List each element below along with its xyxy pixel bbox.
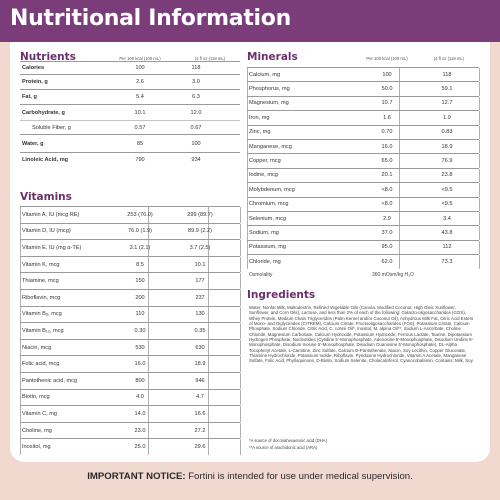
row-value-per-100kcal: 100 (135, 65, 145, 71)
row-label: Soluble Fiber, g (32, 124, 71, 131)
column-divider (247, 212, 248, 225)
column-divider (20, 423, 21, 439)
nutrients-col2-header: (4 fl oz (118 mL) (194, 56, 226, 61)
row-value-per-4floz: 118 (442, 71, 452, 78)
row-label: Vitamin K, mcg (22, 261, 60, 268)
notice-label: IMPORTANT NOTICE: (87, 471, 186, 482)
row-value-per-4floz: 12.0 (190, 109, 202, 116)
column-divider (20, 356, 21, 372)
column-divider (479, 68, 480, 81)
column-divider (240, 307, 241, 323)
row-value-per-4floz: 1.9 (443, 114, 451, 121)
column-divider (479, 183, 480, 196)
row-value-per-4floz: 89.9 (2.2) (188, 228, 212, 235)
row-value-per-100kcal: 790 (135, 156, 145, 163)
row-value-per-100kcal: 2.9 (383, 215, 391, 222)
row-value-per-100kcal: 23.0 (134, 427, 146, 434)
row-label: Chloride, mg (249, 258, 281, 265)
table-row (20, 389, 240, 406)
column-divider (247, 82, 248, 95)
table-row (20, 306, 240, 323)
row-value-per-100kcal: 800 (135, 377, 145, 384)
table-row (20, 272, 240, 289)
column-divider (240, 390, 241, 406)
column-divider (20, 273, 21, 289)
column-divider (247, 97, 248, 110)
row-value-per-100kcal: 8.5 (136, 261, 144, 268)
table-row (247, 254, 479, 268)
column-divider (240, 356, 241, 372)
column-divider (479, 97, 480, 110)
table-row (20, 239, 240, 256)
footnote-dha: *A source of docosahexaenoic acid (DHA) (249, 438, 327, 443)
row-value-per-100kcal: 5.4 (136, 94, 144, 100)
column-divider (247, 154, 248, 167)
row-value-per-4floz: <9.5 (441, 186, 453, 193)
column-divider (20, 257, 21, 273)
row-label: Magnesium, mg (249, 100, 289, 107)
column-divider (240, 207, 241, 223)
row-label: Riboflavin, mcg (22, 294, 61, 301)
row-value-per-100kcal: 25.0 (134, 444, 146, 451)
row-value-per-4floz: 27.2 (194, 427, 206, 434)
page-title: Nutritional Information (10, 6, 291, 31)
column-divider (479, 169, 480, 182)
table-row (247, 240, 479, 254)
column-divider (240, 406, 241, 422)
column-divider (20, 323, 21, 339)
row-value-per-100kcal: 50.0 (381, 86, 393, 93)
column-divider (247, 169, 248, 182)
column-divider (479, 111, 480, 124)
column-divider (247, 198, 248, 211)
column-divider (247, 140, 248, 153)
row-value-per-4floz: 18.9 (194, 361, 206, 368)
table-row (247, 182, 479, 196)
row-value-per-100kcal: 0.70 (381, 129, 393, 136)
row-value-per-100kcal: 200 (135, 294, 145, 301)
row-value-per-100kcal: 150 (135, 278, 145, 285)
table-row (20, 74, 240, 89)
row-value-per-4floz: 946 (195, 377, 205, 384)
table-row (20, 206, 240, 223)
table-row (20, 61, 240, 74)
column-divider (247, 241, 248, 254)
column-divider (479, 82, 480, 95)
column-divider (240, 290, 241, 306)
table-row (20, 134, 240, 152)
right-column (247, 42, 479, 462)
row-value-per-4floz: 29.6 (194, 444, 206, 451)
row-label: Carbohydrate, g (22, 109, 65, 116)
row-value-per-100kcal: 62.0 (381, 258, 393, 265)
row-value-per-100kcal: 16.0 (134, 361, 146, 368)
row-value-per-100kcal: 10.7 (381, 100, 393, 107)
column-divider (240, 439, 241, 455)
row-label: Vitamin A, IU (mcg RE) (22, 211, 80, 218)
row-value-per-4floz: 6.3 (192, 94, 200, 100)
column-divider (479, 154, 480, 167)
table-row (20, 405, 240, 422)
row-value-per-100kcal: 4.0 (136, 394, 144, 401)
table-row (20, 322, 240, 339)
row-label: Iron, mg (249, 114, 270, 121)
header-bar (0, 0, 500, 42)
row-label: Niacin, mcg (22, 344, 52, 351)
table-row (20, 104, 240, 120)
nutrients-col1-header: Per 100 kcal (100 mL) (119, 56, 161, 61)
table-row (247, 225, 479, 239)
column-divider (479, 212, 480, 225)
column-divider (20, 439, 21, 455)
row-value-per-4floz: 16.6 (194, 410, 206, 417)
column-divider (20, 240, 21, 256)
row-value-per-4floz: 4.7 (196, 394, 204, 401)
row-value-per-4floz: 0.83 (441, 129, 453, 136)
footnote-ara: **A source of arachidonic acid (ARA) (249, 445, 318, 450)
minerals-col2-header: (4 fl oz (118 mL) (433, 56, 465, 61)
row-value-per-100kcal: 85 (136, 140, 144, 147)
row-value-per-100kcal: 20.1 (381, 172, 393, 179)
table-row (247, 197, 479, 211)
row-label: Vitamin D, IU (mcg) (22, 228, 71, 235)
column-divider (240, 273, 241, 289)
row-label: Vitamin C, mg (22, 410, 58, 417)
row-label: Choline, mg (22, 427, 52, 434)
row-label: Folic acid, mcg (22, 361, 60, 368)
nutrients-title: Nutrients (20, 51, 76, 63)
column-divider (240, 323, 241, 339)
row-label: Iodine, mcg (249, 172, 278, 179)
osmolality-row (249, 272, 479, 278)
column-divider (240, 340, 241, 356)
table-row (247, 211, 479, 225)
column-divider (247, 111, 248, 124)
row-label: Biotin, mcg (22, 394, 50, 401)
notice-text: Fortini is intended for use under medical supervision. (188, 471, 413, 482)
table-row (247, 96, 479, 110)
row-value-per-100kcal: 0.57 (134, 124, 146, 131)
row-label: Zinc, mg (249, 129, 271, 136)
row-value-per-4floz: 0.35 (194, 327, 206, 334)
row-label: Vitamin B₆, mcg (22, 311, 62, 318)
table-row (20, 120, 240, 134)
nutrition-panel (10, 42, 490, 462)
column-divider (479, 255, 480, 268)
row-label: Water, g (22, 140, 44, 147)
column-divider (20, 207, 21, 223)
row-value-per-4floz: 3.4 (443, 215, 451, 222)
row-value-per-4floz: 934 (191, 156, 201, 163)
table-row (20, 223, 240, 240)
row-value-per-4floz: 76.9 (441, 158, 453, 165)
row-value-per-4floz: 100 (191, 140, 201, 147)
table-row (20, 422, 240, 439)
row-value-per-100kcal: 110 (135, 311, 145, 318)
row-value-per-100kcal: 76.0 (1.9) (128, 228, 152, 235)
column-divider (479, 241, 480, 254)
row-label: Potassium, mg (249, 244, 286, 251)
table-row (247, 125, 479, 139)
column-divider (240, 224, 241, 240)
vitamins-title: Vitamins (20, 191, 72, 203)
row-value-per-4floz: 43.8 (441, 230, 453, 237)
row-value-per-100kcal: 65.0 (381, 158, 393, 165)
row-value-per-100kcal: 253 (76.0) (127, 211, 153, 218)
row-value-per-4floz: 118 (191, 65, 201, 71)
column-divider (247, 68, 248, 81)
table-row (20, 372, 240, 389)
minerals-col1-header: Per 100 kcal (100 mL) (366, 56, 408, 61)
row-value-per-4floz: 23.8 (441, 172, 453, 179)
row-label: Vitamin E, IU (mg α-TE) (22, 244, 82, 251)
table-row (247, 153, 479, 167)
row-label: Inositol, mg (22, 444, 51, 451)
row-value-per-100kcal: 2.6 (136, 79, 144, 85)
row-value-per-4floz: 59.1 (441, 86, 453, 93)
table-row (20, 256, 240, 273)
column-divider (20, 290, 21, 306)
column-divider (247, 183, 248, 196)
column-divider (247, 255, 248, 268)
row-value-per-100kcal: 95.0 (381, 244, 393, 251)
table-row (20, 339, 240, 356)
row-value-per-4floz: 299 (89.7) (187, 211, 213, 218)
column-divider (240, 373, 241, 389)
left-column (20, 42, 240, 462)
row-label: Chromium, mcg (249, 201, 289, 208)
row-value-per-4floz: 0.67 (190, 124, 202, 131)
column-divider (240, 423, 241, 439)
column-divider (479, 226, 480, 239)
table-row (247, 81, 479, 95)
table-row (20, 438, 240, 455)
row-value-per-100kcal: 37.0 (381, 230, 393, 237)
column-divider (479, 198, 480, 211)
column-divider (20, 373, 21, 389)
row-value-per-4floz: 18.9 (441, 143, 453, 150)
ingredients-title: Ingredients (247, 289, 316, 301)
table-row (20, 289, 240, 306)
row-label: Molybdenum, mcg (249, 186, 295, 193)
column-divider (20, 390, 21, 406)
osmolality-value: 360 mOsm/kg H₂O (372, 272, 414, 278)
row-label: Fat, g (22, 94, 37, 100)
column-divider (247, 226, 248, 239)
row-label: Manganese, mcg (249, 143, 292, 150)
table-row (247, 67, 479, 81)
row-label: Selenium, mcg (249, 215, 286, 222)
row-value-per-4floz: 3.7 (2.5) (189, 244, 211, 251)
row-label: Calories (22, 65, 45, 71)
row-value-per-100kcal: 14.0 (134, 410, 146, 417)
row-value-per-4floz: <9.5 (441, 201, 453, 208)
row-value-per-4floz: 112 (442, 244, 452, 251)
row-value-per-100kcal: <8.0 (381, 186, 393, 193)
row-value-per-4floz: 130 (195, 311, 205, 318)
row-label: Protein, g (22, 79, 48, 85)
row-label: Thiamine, mcg (22, 278, 59, 285)
row-value-per-100kcal: 16.0 (381, 143, 393, 150)
row-label: Calcium, mg (249, 71, 281, 78)
table-row (247, 139, 479, 153)
table-row (20, 355, 240, 372)
row-value-per-4floz: 237 (195, 294, 205, 301)
row-value-per-4floz: 12.7 (441, 100, 453, 107)
row-value-per-100kcal: <8.0 (381, 201, 393, 208)
column-divider (20, 406, 21, 422)
row-value-per-100kcal: 100 (382, 71, 392, 78)
column-divider (20, 340, 21, 356)
row-value-per-4floz: 630 (195, 344, 205, 351)
row-value-per-4floz: 10.1 (194, 261, 206, 268)
minerals-title: Minerals (247, 51, 298, 63)
column-divider (240, 257, 241, 273)
row-value-per-4floz: 73.3 (441, 258, 453, 265)
row-value-per-100kcal: 3.1 (2.1) (129, 244, 151, 251)
row-label: Vitamin B₁₂, mcg (22, 327, 64, 334)
row-label: Copper, mcg (249, 158, 281, 165)
row-label: Pantothenic acid, mcg (22, 377, 78, 384)
row-value-per-100kcal: 0.30 (134, 327, 146, 334)
row-label: Phosphorus, mg (249, 86, 290, 93)
column-divider (240, 240, 241, 256)
table-row (247, 168, 479, 182)
ingredients-text: Water, Nonfat Milk, Maltodextrin, Refined Vegetable Oils (Canola, Modified Coconut, High Oleic Sunflower, Sunflower, and Corn Oils), Lactose, and less than 2% of each of the following: Galacto-oligosaccharides (GOS), Whey Protein, Medium Chain Triglycerides (Palm Kernel and/or Coconut Oil), Anhydrous Milk Fat, Citric Acid Esters of Mono- and Diglycerides (CITREM), Calcium Citrate, Fructooligosaccharides (FOS), Potassium Citrate, Calcium Phosphate, Sodium Chloride, Citric Acid, C. cohnii Oil*, Inositol, M. alpina Oil**, Sodium L-Ascorbate, Choline Chloride, Magnesium Carbonate, Calcium Hydroxide, Potassium Hydroxide, Ferrous Lactate, Taurine, Dipotassium Hydrogen Phosphate, Nucleotides (Cytidine 5'-Monophosphate, Adenosine 5'-Monophosphate, Disodium Uridine 5'-Monophosphate, Disodium Inosine 5'-Monophosphate, Disodium Guanosine 5'-Monophosphate), DL-Alpha Tocopheryl Acetate, L-Carnitine, Zinc Sulfate, Calcium D-Pantothenate, Niacin, Soy Lecithin, Copper Gluconate, Thiamine Hydrochloride, Potassium Iodide, Riboflavin, Pyridoxine Hydrochloride, Vitamin A Acetate, Manganese Sulfate, Folic Acid, Phylloquinone, D-Biotin, Sodium Selenite, Cholecalciferol, Cyanocobalamin. Contains: Milk, Soy. (249, 305, 474, 364)
column-divider (20, 224, 21, 240)
row-value-per-4floz: 177 (195, 278, 205, 285)
table-row (20, 89, 240, 104)
column-divider (479, 140, 480, 153)
table-row (20, 152, 240, 166)
osmolality-label: Osmolality (249, 272, 273, 278)
row-value-per-4floz: 3.0 (192, 79, 200, 85)
table-row (247, 110, 479, 124)
row-label: Sodium, mg (249, 230, 279, 237)
row-value-per-100kcal: 530 (135, 344, 145, 351)
important-notice (0, 471, 500, 482)
row-value-per-100kcal: 1.6 (383, 114, 391, 121)
column-divider (20, 307, 21, 323)
row-value-per-100kcal: 10.1 (134, 109, 146, 116)
column-divider (479, 126, 480, 139)
column-divider (247, 126, 248, 139)
row-label: Linoleic Acid, mg (22, 156, 69, 163)
